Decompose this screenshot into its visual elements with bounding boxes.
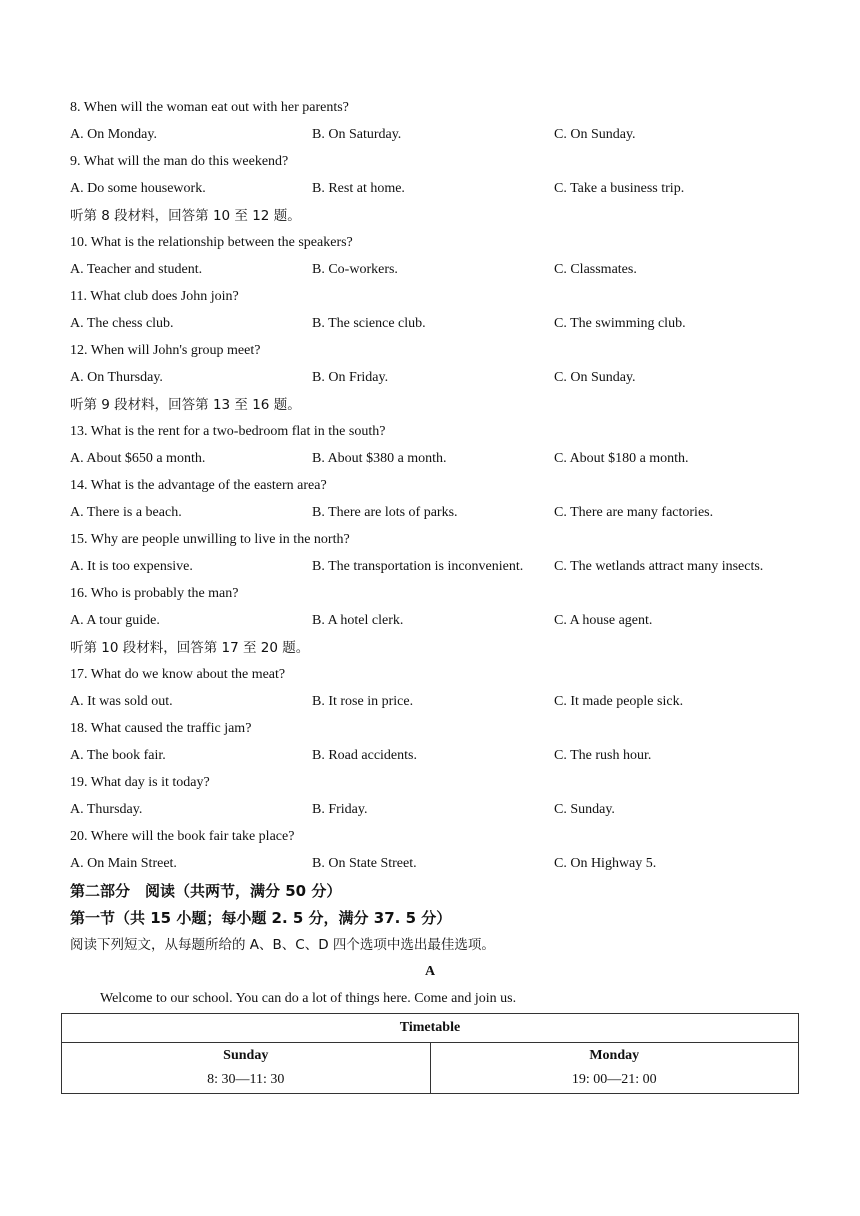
section-one-heading: 第一节（共 15 小题；每小题 2. 5 分，满分 37. 5 分） — [70, 909, 452, 927]
option-c: C. On Highway 5. — [554, 856, 657, 871]
options-20 — [0, 855, 860, 873]
options-13 — [0, 450, 860, 468]
question-10: 10. What is the relationship between the speakers? — [70, 235, 353, 250]
options-9 — [0, 180, 860, 198]
option-c: C. Sunday. — [554, 802, 615, 817]
option-a: A. Do some housework. — [70, 181, 206, 196]
option-c: C. There are many factories. — [554, 505, 714, 520]
section-instruction-9: 听第 9 段材料，回答第 13 至 16 题。 — [70, 397, 301, 413]
options-14 — [0, 504, 860, 522]
option-b: B. Friday. — [312, 802, 368, 817]
option-c: C. The rush hour. — [554, 748, 652, 763]
option-a: A. There is a beach. — [70, 505, 182, 520]
option-b: B. It rose in price. — [312, 694, 414, 709]
question-13: 13. What is the rent for a two-bedroom flat in the south? — [70, 424, 386, 439]
question-18: 18. What caused the traffic jam? — [70, 721, 252, 736]
timetable-day: Sunday — [223, 1048, 269, 1063]
option-b: B. There are lots of parks. — [312, 505, 458, 520]
option-b: B. Rest at home. — [312, 181, 405, 196]
option-b: B. The transportation is inconvenient. — [312, 559, 524, 574]
option-c: C. It made people sick. — [554, 694, 684, 709]
timetable-time: 19: 00—21: 00 — [571, 1072, 657, 1087]
option-a: A. On Thursday. — [70, 370, 163, 385]
timetable-cell-sunday — [62, 1043, 431, 1094]
option-b: B. Road accidents. — [312, 748, 417, 763]
option-c: C. Take a business trip. — [554, 181, 685, 196]
question-16: 16. Who is probably the man? — [70, 586, 239, 601]
option-c: C. The wetlands attract many insects. — [554, 559, 764, 574]
option-b: B. Co-workers. — [312, 262, 398, 277]
options-17 — [0, 693, 860, 711]
option-b: B. On Saturday. — [312, 127, 402, 142]
question-14: 14. What is the advantage of the eastern area? — [70, 478, 327, 493]
question-20: 20. Where will the book fair take place? — [70, 829, 295, 844]
option-c: C. On Sunday. — [554, 127, 636, 142]
option-c: C. On Sunday. — [554, 370, 636, 385]
option-b: B. On Friday. — [312, 370, 389, 385]
options-10 — [0, 261, 860, 279]
timetable-day: Monday — [589, 1048, 640, 1063]
options-16 — [0, 612, 860, 630]
reading-instruction: 阅读下列短文，从每题所给的 A、B、C、D 四个选项中选出最佳选项。 — [70, 937, 495, 953]
question-11: 11. What club does John join? — [70, 289, 239, 304]
question-15: 15. Why are people unwilling to live in the north? — [70, 532, 350, 547]
question-19: 19. What day is it today? — [70, 775, 210, 790]
option-a: A. Teacher and student. — [70, 262, 203, 277]
option-c: C. A house agent. — [554, 613, 653, 628]
option-a: A. It was sold out. — [70, 694, 173, 709]
section-instruction-8: 听第 8 段材料，回答第 10 至 12 题。 — [70, 208, 301, 224]
option-c: C. The swimming club. — [554, 316, 686, 331]
question-17: 17. What do we know about the meat? — [70, 667, 286, 682]
section-instruction-10: 听第 10 段材料，回答第 17 至 20 题。 — [70, 640, 310, 656]
option-a: A. A tour guide. — [70, 613, 160, 628]
question-8: 8. When will the woman eat out with her parents? — [70, 100, 349, 115]
options-19 — [0, 801, 860, 819]
question-12: 12. When will John's group meet? — [70, 343, 261, 358]
passage-intro: Welcome to our school. You can do a lot of things here. Come and join us. — [100, 991, 517, 1006]
options-12 — [0, 369, 860, 387]
question-9: 9. What will the man do this weekend? — [70, 154, 289, 169]
option-b: B. A hotel clerk. — [312, 613, 404, 628]
option-c: C. Classmates. — [554, 262, 637, 277]
timetable-title: Timetable — [62, 1014, 799, 1043]
options-18 — [0, 747, 860, 765]
timetable-time: 8: 30—11: 30 — [207, 1072, 285, 1087]
passage-label: A — [424, 964, 436, 979]
option-b: B. On State Street. — [312, 856, 417, 871]
options-11 — [0, 315, 860, 333]
option-a: A. Thursday. — [70, 802, 143, 817]
timetable — [61, 1013, 799, 1094]
part-two-heading: 第二部分 阅读（共两节，满分 50 分） — [70, 882, 342, 900]
option-b: B. About $380 a month. — [312, 451, 447, 466]
option-c: C. About $180 a month. — [554, 451, 689, 466]
options-8 — [0, 126, 860, 144]
option-a: A. The chess club. — [70, 316, 174, 331]
options-15 — [0, 558, 860, 576]
option-b: B. The science club. — [312, 316, 426, 331]
option-a: A. It is too expensive. — [70, 559, 193, 574]
option-a: A. The book fair. — [70, 748, 166, 763]
timetable-cell-monday — [430, 1043, 799, 1094]
option-a: A. On Main Street. — [70, 856, 177, 871]
option-a: A. About $650 a month. — [70, 451, 206, 466]
option-a: A. On Monday. — [70, 127, 157, 142]
